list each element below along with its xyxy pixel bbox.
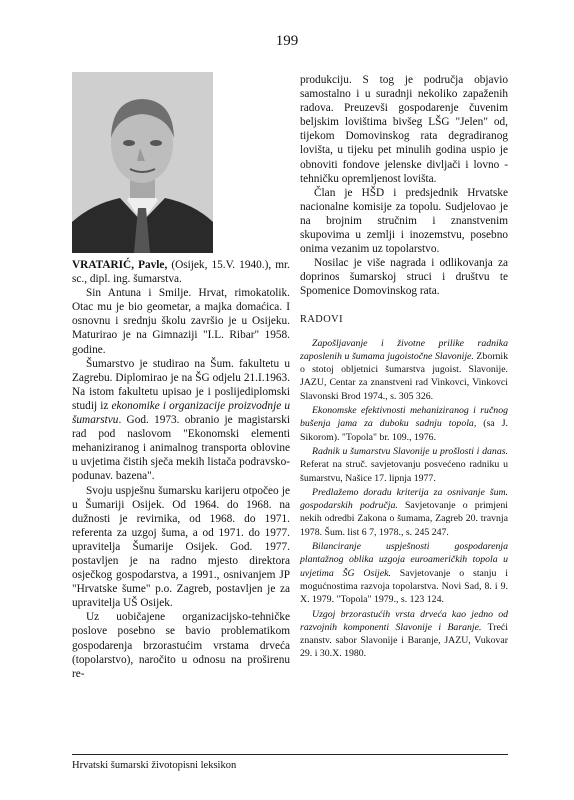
radovi-item [300,608,508,661]
footer-divider [72,754,508,755]
radovi-item [300,404,508,444]
radovi-item-details: Treći znanstv. sabor Slavonije i Baranje, JAZU, Vukovar 29. i 30.X. 1980. [300,621,508,660]
radovi-item-details: Savjetovanje o primjeni nekih odredbi Zakona o šumama, Zagreb 20. travnja 1978. Šum. list 6 7, 1978., s. 245 247. [300,500,508,538]
radovi-item-title: Predlažemo doradu kriterija za osnivanje šum. gospodarskih područja. [300,486,508,512]
bio-intro [72,258,290,286]
radovi-item-title: Zapošljavanje i životne prilike radnika zaposlenih u šumama jugoistočne Slavonije. [300,337,508,362]
radovi-list [300,337,508,661]
radovi-item-details: (sa J. Sikorom). "Topola" br. 109., 1976. [300,418,509,443]
radovi-item-details: Referat na struč. savjetovanju posvećeno radniku u šumarstvu, Našice 17. lipnja 1977. [300,459,508,484]
page-number: 199 [275,33,299,49]
bio-paragraph-2-emphasis: ekonomike i organizacije proizvodnje u šumarstvu [72,399,290,427]
radovi-item-title: Ekonomske efektivnosti mehaniziranog i ručnog bušenja jama za duboku sadnju topola, [300,405,508,430]
bio-paragraph-2 [72,357,290,484]
portrait-photo [72,72,213,253]
bio-paragraph-4: Uz uobičajene organizacijsko-tehničke poslove posebno se bavio problematikom gospodarenja brzorastućim vrstama drveća (topolarstvo), naročito u odnosu na proširenu re- [72,611,290,680]
portrait-illustration [72,72,213,253]
bio-paragraph-2-a: Šumarstvo je studirao na Šum. fakultetu u Zagrebu. Diplomirao je na ŠG odjelu 21.I.1963. Na istom fakultetu upisao je i poslijediplomski studij iz [72,357,290,412]
radovi-item-title: Radnik u šumarstvu Slavonije u prošlosti i danas. [312,445,508,457]
radovi-heading: RADOVI [300,313,344,325]
radovi-item [300,486,508,539]
bio-paragraph-6: Član je HŠD i predsjednik Hrvatske nacionalne komisije za topolu. Sudjelovao je na brojnim stručnim i znanstvenim skupovima u zemlji i inozemstvu, posebno onima vezanim uz topolarstvo. [300,186,508,256]
radovi-item-title: Uzgoj brzorastućih vrsta drveća kao jedno od razvojnih komponenti Slavonije i Baranje. [300,608,508,633]
bio-paragraph-3: Svoju uspješnu šumarsku karijeru otpočeo je u Šumariji Osijek. Od 1964. do 1968. na dužnosti je revirnika, od 1968. do 1971. referenta za uzgoj šuma, a od 1971. do 1977. upravitelja Šumarije Osijek. God. 1977. postavljen je na radno mjesto direktora osječkog gospodarstva, a 1991., osnivanjem JP "Hrvatske šume" p.o. Zagreb, postavljen je za upravitelja UŠ Osijek. [72,484,290,610]
person-name: VRATARIĆ, Pavle, [72,259,168,271]
bio-paragraph-2-b: . God. 1973. obranio je magistarski rad pod naslovom "Ekonomski elementi mehaniziranog i animalnog transporta oblovine u uvjetima čistih sječa mekih listača podravsko-podunav. bazena". [72,414,290,483]
radovi-item [300,540,508,606]
radovi-item-title: Bilanciranje uspješnosti gospodarenja plantažnog oblika uzgoja euroameričkih topola u uvjetima ŠG Osijek. [300,541,508,579]
bio-paragraph-7: Nosilac je više nagrada i odlikovanja za doprinos šumarskoj struci i društvu te Spomenice Domovinskog rata. [300,257,508,298]
footer-text: Hrvatski šumarski životopisni leksikon [72,760,237,771]
radovi-item-details: Zbornik o stotoj obljetnici šumarstva jugoist. Slavonije. JAZU, Centar za znanstveni rad Vinkovci, Vinkovci Slavonski Brod 1974., s. 305 326. [300,350,508,402]
right-column [300,73,508,662]
bio-paragraph-5: produkciju. S tog je područja objavio samostalno i u suradnji nekoliko zapaženih radova. Preuzevši gospodarenje čuvenim beljskim lovištima bivšeg LŠG "Jelen" od, tijekom Domovinskog rata degradiranog lovišta, u tijeku pet minulih godina uspio je obnoviti fondove jelenske divljači i lovno - tehničku opremljenost lovišta. [300,74,508,185]
radovi-item [300,445,508,485]
bio-paragraph-1: Sin Antuna i Smilje. Hrvat, rimokatolik. Otac mu je bio geometar, a majka domaćica. I osnovnu i srednju školu završio je u Osijeku. Maturirao je na Gimnaziji "I.L. Ribar" 1958. godine. [72,287,290,356]
left-column [72,258,290,681]
radovi-item [300,337,508,403]
bio-intro-text: (Osijek, 15.V. 1940.), mr. sc., dipl. ing. šumarstva. [72,259,290,286]
radovi-item-details: Savjetovanje o stanju i mogućnostima razvoja topolarstva. Novi Sad, 8. i 9. X. 1979. "Topola" 1979., s. 123 124. [300,567,508,606]
